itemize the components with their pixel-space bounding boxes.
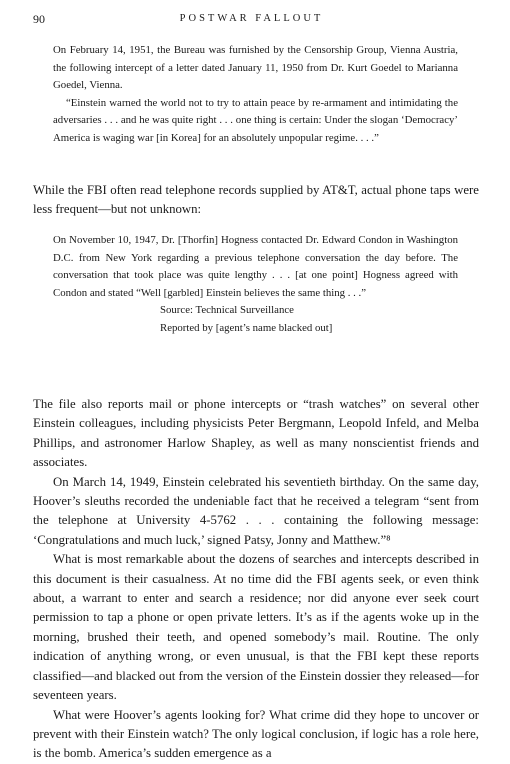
paragraph: While the FBI often read telephone records supplied by AT&T, actual phone taps were less frequent—but not unknown:: [33, 183, 479, 217]
paragraph: What were Hoover’s agents looking for? What crime did they hope to uncover or prevent with their Einstein watch? The only logical conclusion, if logic has a role here, is the bomb. America’s sudden emergence as a: [33, 707, 479, 761]
body-text-main: [33, 395, 479, 764]
block-quote-phone-intercept: [53, 232, 458, 338]
paragraph: What is most remarkable about the dozens of searches and intercepts described in this document is their casualness. At no time did the FBI agents seek, or even think about, a warrant to enter and search a residence; nor did anyone ever seek court permission to tap a phone or open private letters. It’s as if the agents woke up in the morning, brushed their teeth, and opened somebody’s mail. Routine. The only indication of anything wrong, or even unusual, is that the FBI kept these reports classified—and blacked out from the version of the Einstein dossier they released—for seventeen years.: [33, 552, 479, 703]
quote-letter: “Einstein warned the world not to try to attain peace by re-armament and intimidating the adversaries . . . and he was quite right . . . one thing is certain: Under the slogan ‘Democracy’ America is waging war [in Korea] for an absolutely unpopular regime. . . .”: [53, 96, 458, 144]
paragraph: The file also reports mail or phone intercepts or “trash watches” on several other Einstein colleagues, including physicists Peter Bergmann, Leopold Infeld, and Melba Phillips, and astronomer Harlow Shapley, as well as many nonscientist friends and associates.: [33, 397, 479, 470]
running-head: POSTWAR FALLOUT: [179, 13, 324, 24]
paragraph: On March 14, 1949, Einstein celebrated his seventieth birthday. On the same day, Hoover’s sleuths recorded the undeniable fact that he received a telegram “sent from the telephone at University 4-5762 . . . containing the following message: ‘Congratulations and much luck,’ signed Patsy, Jonny and Matthew.”⁸: [33, 474, 479, 547]
body-text-top: [33, 181, 479, 220]
block-quote-letter-intercept: [53, 42, 458, 148]
page-number: 90: [33, 12, 45, 26]
quote-source: Source: Technical Surveillance: [160, 304, 294, 317]
quote-intro: On February 14, 1951, the Bureau was furnished by the Censorship Group, Vienna Austria, the following intercept of a letter dated January 11, 1950 from Dr. Kurt Goedel to Marianna Goedel, Vienna.: [53, 44, 458, 92]
page-header: [33, 12, 470, 28]
quote-phone-text: On November 10, 1947, Dr. [Thorfin] Hogness contacted Dr. Edward Condon in Washington D.C. from New York regarding a previous telephone conversation the day before. The conversation that took place was quite lengthy . . . [at one point] Hogness agreed with Condon and stated “Well [garbled] Einstein believes the same thing . . .”: [53, 234, 458, 299]
quote-reported-by: Reported by [agent’s name blacked out]: [160, 321, 333, 334]
